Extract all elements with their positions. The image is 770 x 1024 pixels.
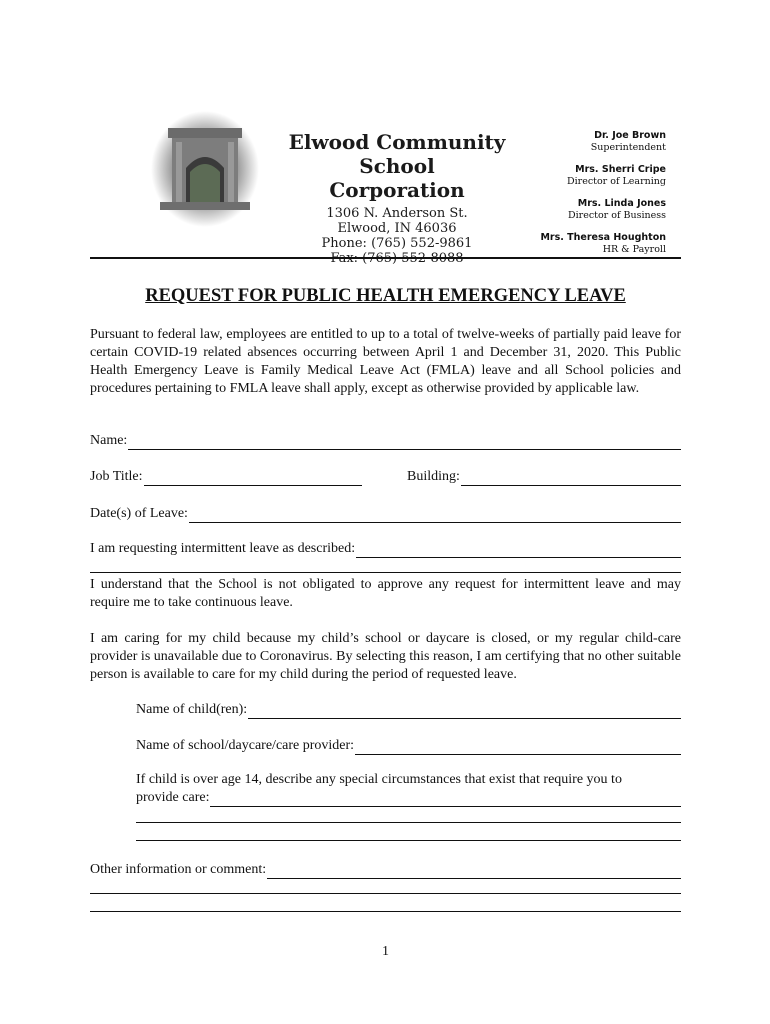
leave-dates-label: Date(s) of Leave: bbox=[90, 506, 188, 521]
over14-text-row bbox=[136, 771, 681, 789]
school-input-line[interactable] bbox=[355, 740, 681, 755]
other-info-extra-line[interactable] bbox=[90, 911, 681, 912]
page-number: 1 bbox=[382, 944, 389, 959]
provide-care-extra-line[interactable] bbox=[136, 822, 681, 823]
other-info-field[interactable] bbox=[90, 861, 681, 879]
organization-block bbox=[252, 130, 542, 266]
leave-dates-input-line[interactable] bbox=[189, 508, 681, 523]
name-input-line[interactable] bbox=[128, 435, 681, 450]
understand-paragraph: I understand that the School is not obligated to approve any request for intermittent leave and may require me to take continuous leave. bbox=[90, 577, 681, 610]
other-info-extra-line[interactable] bbox=[90, 893, 681, 894]
staff-directory bbox=[506, 130, 666, 266]
intermittent-label: I am requesting intermittent leave as described: bbox=[90, 541, 356, 556]
job-title-field[interactable] bbox=[90, 468, 362, 486]
building-input-line[interactable] bbox=[461, 471, 681, 486]
fax: Fax: (765) 552-8088 bbox=[330, 251, 464, 266]
building-field[interactable] bbox=[407, 468, 681, 486]
staff-role: HR & Payroll bbox=[602, 244, 666, 255]
other-info-input-line[interactable] bbox=[267, 864, 681, 879]
other-info-label: Other information or comment: bbox=[90, 862, 267, 877]
staff-name: Mrs. Sherri Cripe bbox=[575, 164, 666, 175]
staff-entry bbox=[506, 198, 666, 222]
staff-entry bbox=[506, 130, 666, 154]
form-title: REQUEST FOR PUBLIC HEALTH EMERGENCY LEAVE bbox=[145, 286, 626, 306]
phone: Phone: (765) 552-9861 bbox=[321, 236, 473, 251]
provide-care-label: provide care: bbox=[136, 790, 210, 805]
intermittent-input-line[interactable] bbox=[356, 543, 681, 558]
intro-paragraph: Pursuant to federal law, employees are entitled to up to a total of twelve-weeks of partially paid leave for certain COVID-19 related absences occurring between April 1 and December 31, 2020. This Public Health Emergency Leave is Family Medical Leave Act (FMLA) leave and all School policies and procedures pertaining to FMLA leave shall apply, except as otherwise provided by applicable law. bbox=[90, 327, 681, 396]
name-label: Name: bbox=[90, 433, 128, 448]
job-title-label: Job Title: bbox=[90, 469, 143, 484]
child-names-label: Name of child(ren): bbox=[136, 702, 248, 717]
building-label: Building: bbox=[407, 469, 460, 484]
staff-entry bbox=[506, 164, 666, 188]
address-line2: Elwood, IN 46036 bbox=[337, 221, 457, 236]
school-field[interactable] bbox=[136, 737, 681, 755]
staff-role: Director of Business bbox=[568, 210, 666, 221]
intermittent-extra-line[interactable] bbox=[90, 572, 681, 573]
child-names-input-line[interactable] bbox=[248, 704, 681, 719]
header-divider bbox=[90, 257, 681, 259]
over14-text: If child is over age 14, describe any special circumstances that exist that require you to bbox=[136, 772, 622, 787]
leave-dates-field[interactable] bbox=[90, 505, 681, 523]
school-label: Name of school/daycare/care provider: bbox=[136, 738, 355, 753]
job-title-input-line[interactable] bbox=[144, 471, 362, 486]
staff-name: Mrs. Linda Jones bbox=[577, 198, 666, 209]
staff-role: Director of Learning bbox=[567, 176, 666, 187]
name-field[interactable] bbox=[90, 432, 681, 450]
address-line1: 1306 N. Anderson St. bbox=[326, 206, 468, 221]
school-arch-logo bbox=[150, 110, 260, 228]
staff-entry bbox=[506, 232, 666, 256]
child-names-field[interactable] bbox=[136, 701, 681, 719]
intermittent-field[interactable] bbox=[90, 540, 681, 558]
staff-name: Dr. Joe Brown bbox=[594, 130, 666, 141]
staff-name: Mrs. Theresa Houghton bbox=[540, 232, 666, 243]
staff-role: Superintendent bbox=[590, 142, 666, 153]
org-name-line1: Elwood Community School bbox=[288, 130, 506, 178]
org-name-line2: Corporation bbox=[329, 178, 465, 202]
provide-care-field[interactable] bbox=[136, 789, 681, 807]
provide-care-input-line[interactable] bbox=[210, 792, 681, 807]
provide-care-extra-line[interactable] bbox=[136, 840, 681, 841]
caring-paragraph: I am caring for my child because my child’s school or daycare is closed, or my regular child-care provider is unavailable due to Coronavirus. By selecting this reason, I am certifying that no other suitable person is available to care for my child during the period of requested leave. bbox=[90, 631, 681, 682]
